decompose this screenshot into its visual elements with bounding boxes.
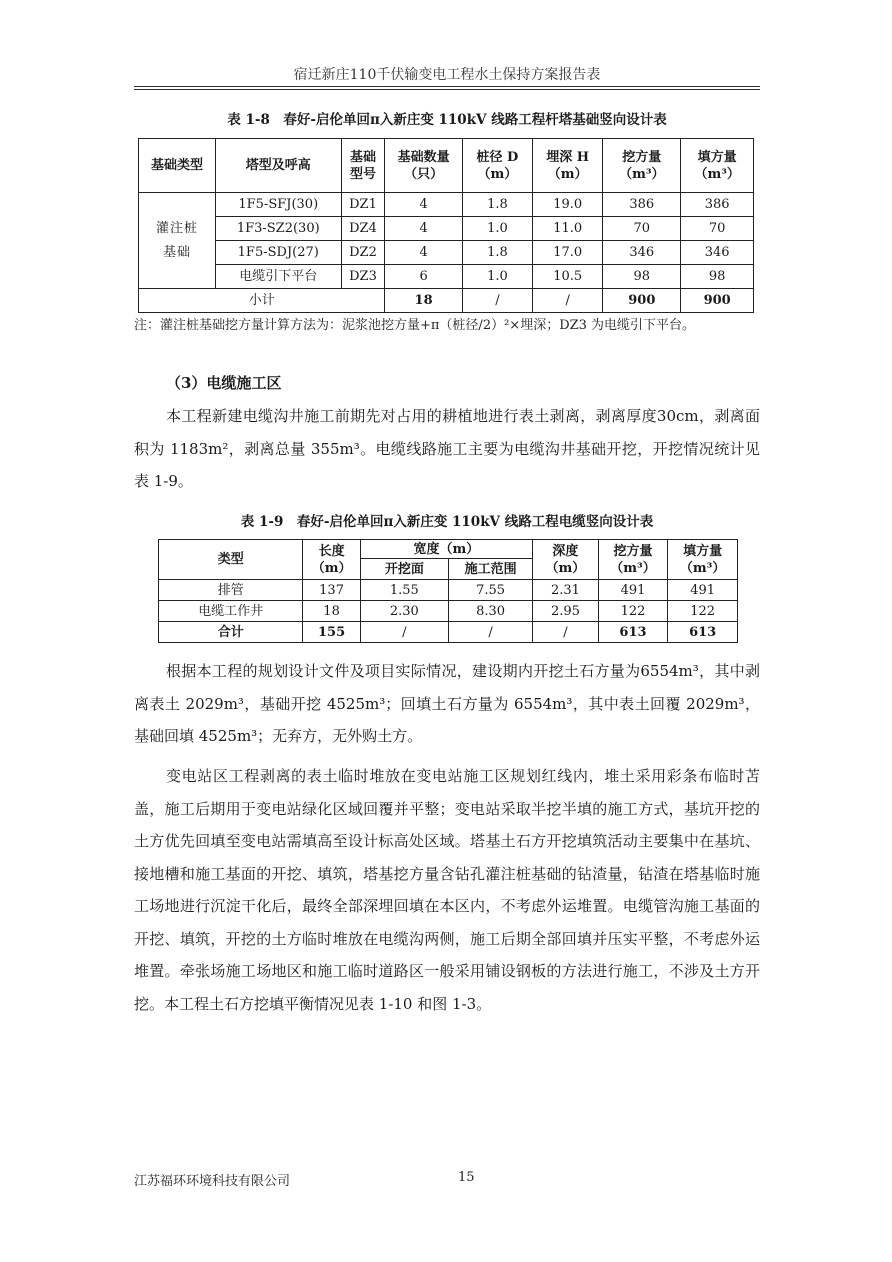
header-rule bbox=[134, 86, 760, 87]
header-rule-double bbox=[134, 89, 760, 90]
table-row bbox=[159, 580, 738, 601]
t1-cell: 6 bbox=[385, 265, 462, 289]
t2-cell: 491 bbox=[598, 580, 668, 601]
t1-cell: DZ1 bbox=[341, 193, 385, 217]
t1-cell: 98 bbox=[681, 265, 754, 289]
t1-cell: 346 bbox=[603, 241, 681, 265]
t2-header-cell: 长度 （m） bbox=[303, 540, 360, 580]
t2-cell: 2.31 bbox=[533, 580, 598, 601]
t1-cell: 4 bbox=[385, 241, 462, 265]
table-note: 注：灌注桩基础挖方量计算方法为：泥浆池挖方量+π（桩径/2）²×埋深；DZ3 为电缆引下平台。 bbox=[134, 318, 696, 333]
footer-company: 江苏福环环境科技有限公司 bbox=[134, 1174, 291, 1189]
t1-total-cell: 900 bbox=[681, 289, 754, 313]
t1-group-label: 灌注桩基础 bbox=[139, 193, 216, 289]
t1-cell: 70 bbox=[603, 217, 681, 241]
t1-cell: 4 bbox=[385, 217, 462, 241]
t2-header-cell: 挖方量 （m³） bbox=[598, 540, 668, 580]
t2-cell: 电缆工作井 bbox=[159, 601, 303, 622]
section-heading: （3）电缆施工区 bbox=[166, 374, 282, 392]
t1-cell: DZ3 bbox=[341, 265, 385, 289]
table-1-8-caption: 表 1-8 春好-启伦单回π入新庄变 110kV 线路工程杆塔基础竖向设计表 bbox=[227, 112, 667, 128]
t2-total-cell: 613 bbox=[598, 622, 668, 643]
t1-header-cell: 基础数量 （只） bbox=[385, 139, 462, 193]
t2-header-cell: 宽度（m） bbox=[360, 540, 533, 559]
t2-cell: 7.55 bbox=[449, 580, 533, 601]
t2-total-cell: / bbox=[360, 622, 448, 643]
t2-total-cell: 613 bbox=[668, 622, 738, 643]
t2-cell: 18 bbox=[303, 601, 360, 622]
t1-total-cell: 900 bbox=[603, 289, 681, 313]
t1-cell: 4 bbox=[385, 193, 462, 217]
t1-cell: 346 bbox=[681, 241, 754, 265]
t1-cell: 386 bbox=[603, 193, 681, 217]
t2-header-cell: 深度 （m） bbox=[533, 540, 598, 580]
t1-cell: 电缆引下平台 bbox=[215, 265, 341, 289]
t1-header-cell: 填方量 （m³） bbox=[681, 139, 754, 193]
t2-header-cell: 类型 bbox=[159, 540, 303, 580]
t1-header-cell: 埋深 H （m） bbox=[533, 139, 603, 193]
paragraph: 本工程新建电缆沟井施工前期先对占用的耕植地进行表土剥离，剥离厚度30cm，剥离面积为 1183m²，剥离总量 355m³。电缆线路施工主要为电缆沟井基础开挖，开挖情况统计见表 1-9。 bbox=[134, 407, 760, 490]
t1-header-cell: 基础 型号 bbox=[341, 139, 385, 193]
table-row bbox=[139, 217, 754, 241]
t1-total-cell: / bbox=[462, 289, 532, 313]
t1-cell: 1.8 bbox=[462, 193, 532, 217]
table-1-8 bbox=[138, 138, 754, 313]
t2-cell: 122 bbox=[598, 601, 668, 622]
t1-header-cell: 挖方量 （m³） bbox=[603, 139, 681, 193]
t2-cell: 8.30 bbox=[449, 601, 533, 622]
table-total-row bbox=[159, 622, 738, 643]
t1-cell: DZ2 bbox=[341, 241, 385, 265]
t2-cell: 排管 bbox=[159, 580, 303, 601]
t1-cell: 1.0 bbox=[462, 265, 532, 289]
table-total-row bbox=[139, 289, 754, 313]
t1-header-cell: 桩径 D （m） bbox=[462, 139, 532, 193]
t1-cell: 19.0 bbox=[533, 193, 603, 217]
t2-cell: 491 bbox=[668, 580, 738, 601]
t1-cell: 70 bbox=[681, 217, 754, 241]
t1-cell: 1F5-SDJ(27) bbox=[215, 241, 341, 265]
t2-header-cell: 施工范围 bbox=[449, 559, 533, 580]
t2-cell: 137 bbox=[303, 580, 360, 601]
t1-header-cell: 塔型及呼高 bbox=[215, 139, 341, 193]
t1-cell: 1F3-SZ2(30) bbox=[215, 217, 341, 241]
t1-cell: 1.0 bbox=[462, 217, 532, 241]
t1-cell: 10.5 bbox=[533, 265, 603, 289]
t1-header-cell: 基础类型 bbox=[139, 139, 216, 193]
t2-total-cell: / bbox=[449, 622, 533, 643]
table-row bbox=[159, 601, 738, 622]
t1-cell: 386 bbox=[681, 193, 754, 217]
t2-total-cell: / bbox=[533, 622, 598, 643]
t1-cell: DZ4 bbox=[341, 217, 385, 241]
t2-header-cell: 填方量 （m³） bbox=[668, 540, 738, 580]
t1-cell: 11.0 bbox=[533, 217, 603, 241]
t1-total-cell: / bbox=[533, 289, 603, 313]
paragraph: 根据本工程的规划设计文件及项目实际情况，建设期内开挖土石方量为6554m³，其中剥离表土 2029m³，基础开挖 4525m³；回填土石方量为 6554m³，其中表土回覆 2029m³，基础回填 4525m³；无弃方，无外购土方。 bbox=[134, 662, 760, 745]
t1-cell: 17.0 bbox=[533, 241, 603, 265]
t2-cell: 2.95 bbox=[533, 601, 598, 622]
t1-total-label: 小计 bbox=[139, 289, 385, 313]
table-row bbox=[139, 241, 754, 265]
page-header: 宿迁新庄110千伏输变电工程水土保持方案报告表 bbox=[293, 67, 601, 83]
table-1-9 bbox=[158, 539, 738, 643]
t1-total-cell: 18 bbox=[385, 289, 462, 313]
t1-cell: 98 bbox=[603, 265, 681, 289]
page-number: 15 bbox=[458, 1170, 475, 1185]
t1-cell: 1.8 bbox=[462, 241, 532, 265]
t2-cell: 122 bbox=[668, 601, 738, 622]
table-row bbox=[139, 193, 754, 217]
t2-total-cell: 155 bbox=[303, 622, 360, 643]
t2-cell: 2.30 bbox=[360, 601, 448, 622]
table-1-9-caption: 表 1-9 春好-启伦单回π入新庄变 110kV 线路工程电缆竖向设计表 bbox=[240, 514, 654, 530]
t2-total-cell: 合计 bbox=[159, 622, 303, 643]
table-row bbox=[139, 265, 754, 289]
t1-cell: 1F5-SFJ(30) bbox=[215, 193, 341, 217]
t2-cell: 1.55 bbox=[360, 580, 448, 601]
t2-header-cell: 开挖面 bbox=[360, 559, 448, 580]
paragraph: 变电站区工程剥离的表土临时堆放在变电站施工区规划红线内，堆土采用彩条布临时苫盖，施工后期用于变电站绿化区域回覆并平整；变电站采取半挖半填的施工方式，基坑开挖的土方优先回填至变电站需填高至设计标高处区域。塔基土石方开挖填筑活动主要集中在基坑、接地槽和施工基面的开挖、填筑，塔基挖方量含钻孔灌注桩基础的钻渣量，钻渣在塔基临时施工场地进行沉淀干化后，最终全部深埋回填在本区内，不考虑外运堆置。电缆管沟施工基面的开挖、填筑，开挖的土方临时堆放在电缆沟两侧，施工后期全部回填并压实平整，不考虑外运堆置。牵张场施工场地区和施工临时道路区一般采用铺设钢板的方法进行施工，不涉及土方开挖。本工程土石方挖填平衡情况见表 1-10 和图 1-3。 bbox=[134, 767, 760, 1013]
